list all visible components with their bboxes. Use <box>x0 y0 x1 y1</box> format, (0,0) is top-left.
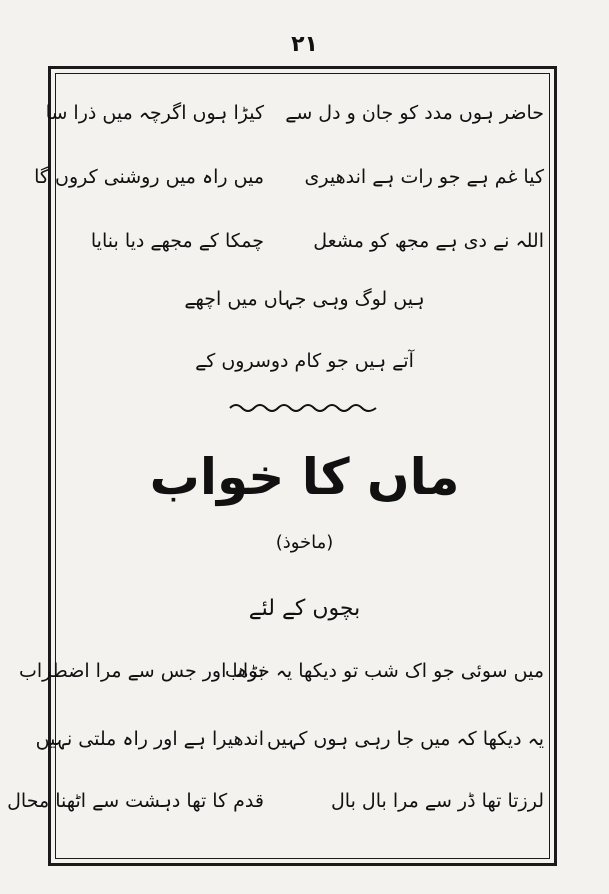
poem1-line3-left: چمکا کے مجھے دیا بنایا <box>90 230 264 252</box>
poem2-line2-left: اندھیرا ہے اور راہ ملتی نہیں <box>35 728 264 750</box>
poem1-line1-right: حاضر ہوں مدد کو جان و دل سے <box>285 102 544 124</box>
poem2-line1-left: بڑھا اور جس سے مرا اضطراب <box>18 660 264 682</box>
poem-title: ماں کا خواب <box>149 448 460 506</box>
poem1-line1-left: کیڑا ہوں اگرچہ میں ذرا سا <box>45 102 264 124</box>
poem2-line3-left: قدم کا تھا دہشت سے اٹھنا محال <box>7 790 264 812</box>
poem1-line2-left: میں راہ میں روشنی کروں گا <box>34 166 264 188</box>
poem-subtitle: (ماخوذ) <box>275 532 334 553</box>
poem1-line3-right: اللہ نے دی ہے مجھ کو مشعل <box>313 230 544 252</box>
couplet-line1: ہیں لوگ وہی جہاں میں اچھے <box>184 288 425 310</box>
poem2-line1-right: میں سوئی جو اک شب تو دیکھا یہ خواب <box>224 660 544 682</box>
poem2-line2-right: یہ دیکھا کہ میں جا رہی ہوں کہیں <box>267 728 544 750</box>
page-number: ۲۱ <box>291 32 318 57</box>
couplet-line2: آتے ہیں جو کام دوسروں کے <box>195 350 414 372</box>
poem2-line3-right: لرزتا تھا ڈر سے مرا بال بال <box>331 790 544 812</box>
ornament-divider <box>228 398 378 418</box>
poem1-line2-right: کیا غم ہے جو رات ہے اندھیری <box>304 166 544 188</box>
poem-dedication: بچوں کے لئے <box>248 596 361 621</box>
